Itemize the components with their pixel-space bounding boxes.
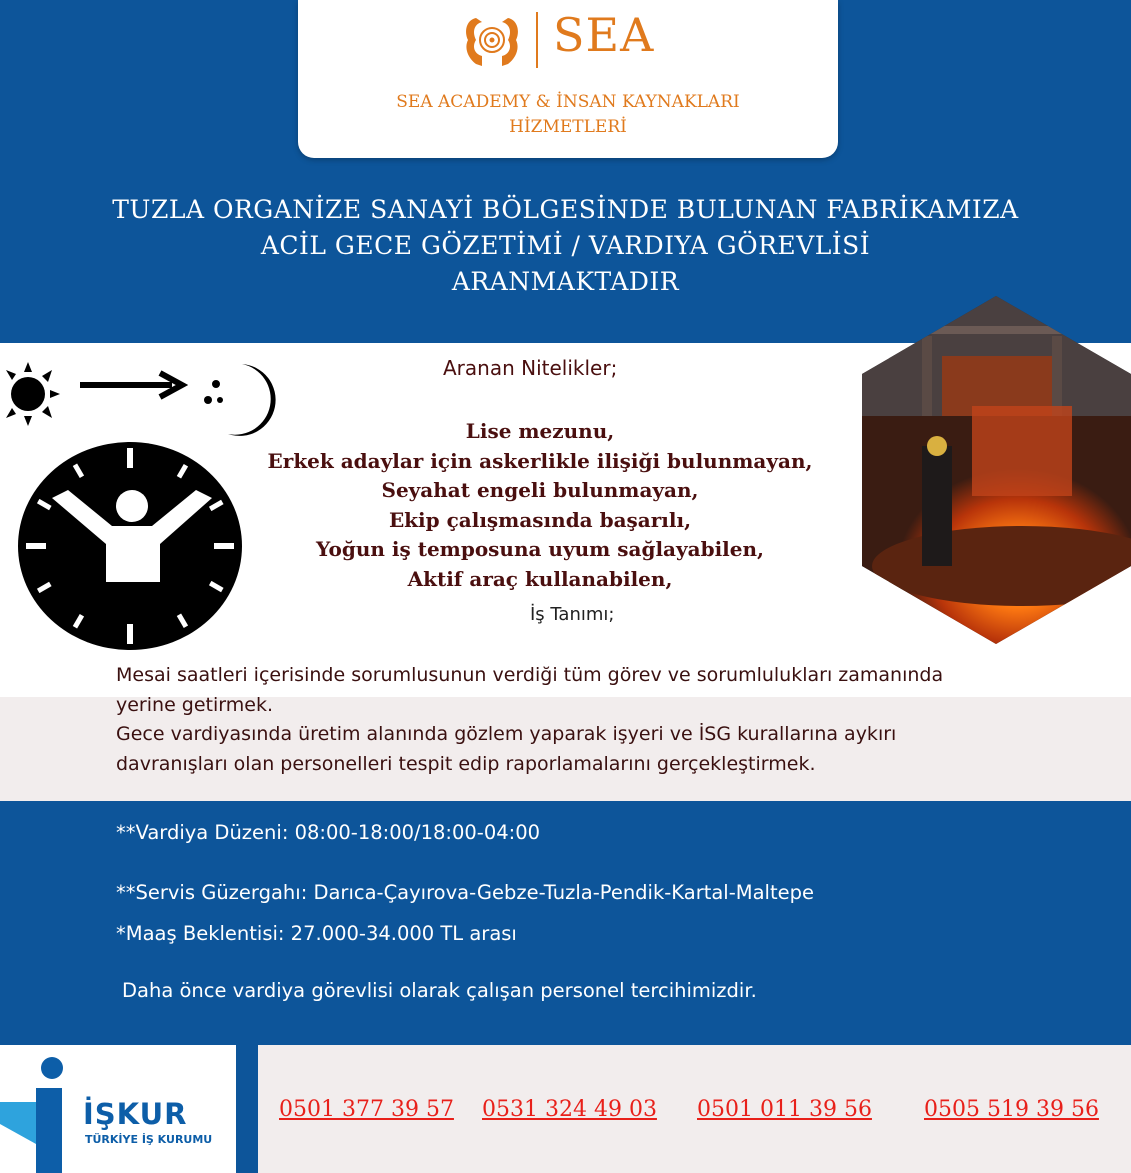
phone-link-2[interactable]: 0531 324 49 03 <box>482 1097 657 1122</box>
page-title <box>0 192 1131 300</box>
brand-subtitle-line2: HİZMETLERİ <box>509 117 627 137</box>
requirement-item: Seyahat engeli bulunmayan, <box>381 478 699 503</box>
requirement-item: Yoğun iş temposuna uyum sağlayabilen, <box>315 537 765 562</box>
sea-logo-icon <box>462 12 522 70</box>
job-title: İş Tanımı; <box>530 604 615 625</box>
shift-schedule: **Vardiya Düzeni: 08:00-18:00/18:00-04:00 <box>116 821 541 844</box>
iskur-name: İŞKUR <box>83 1097 188 1131</box>
brand-subtitle <box>298 90 838 140</box>
requirement-item: Ekip çalışmasında başarılı, <box>388 507 692 532</box>
phone-link-3[interactable]: 0501 011 39 56 <box>697 1097 872 1122</box>
logo-wordmark: SEA <box>553 8 655 62</box>
requirement-item: Lise mezunu, <box>465 419 615 443</box>
phone-link-1[interactable]: 0501 377 39 57 <box>279 1097 454 1122</box>
job-description-line: yerine getirmek. <box>116 693 273 716</box>
preference-note: Daha önce vardiya görevlisi olarak çalışan personel tercihimizdir. <box>122 979 757 1002</box>
job-description-line: Mesai saatleri içerisinde sorumlusunun verdiği tüm görev ve sorumlulukları zamanında <box>116 664 944 686</box>
job-description <box>116 661 1076 779</box>
headline-line2: ACİL GECE GÖZETİMİ / VARDIYA GÖREVLİSİ <box>260 231 871 260</box>
headline-line1: TUZLA ORGANİZE SANAYİ BÖLGESİNDE BULUNAN FABRİKAMIZA <box>112 195 1019 224</box>
iskur-logo-icon <box>0 1052 70 1173</box>
job-description-line: davranışları olan personelleri tespit edip raporlamalarını gerçekleştirmek. <box>116 752 816 775</box>
arrow-right-icon <box>78 370 188 400</box>
requirement-item: Erkek adaylar için askerlikle ilişiği bulunmayan, <box>267 448 813 473</box>
sun-icon <box>0 358 70 430</box>
iskur-subtitle: TÜRKİYE İŞ KURUMU <box>85 1133 213 1146</box>
requirement-item: Aktif araç kullanabilen, <box>407 566 673 591</box>
service-route: **Servis Güzergahı: Darıca-Çayırova-Gebze-Tuzla-Pendik-Kartal-Maltepe <box>116 881 814 904</box>
job-description-line: Gece vardiyasında üretim alanında gözlem yaparak işyeri ve İSG kurallarına aykırı <box>116 723 897 745</box>
footer-divider <box>236 1045 258 1173</box>
requirements-title: Aranan Nitelikler; <box>443 356 618 380</box>
phone-link-4[interactable]: 0505 519 39 56 <box>924 1097 1099 1122</box>
factory-photo <box>862 296 1131 644</box>
clock-person-icon <box>16 440 246 652</box>
requirements-list <box>240 417 840 595</box>
headline-line3: ARANMAKTADIR <box>451 267 680 296</box>
logo-divider <box>536 12 538 68</box>
salary-expectation: *Maaş Beklentisi: 27.000-34.000 TL arası <box>116 922 517 945</box>
brand-subtitle-line1: SEA ACADEMY & İNSAN KAYNAKLARI <box>396 92 740 112</box>
